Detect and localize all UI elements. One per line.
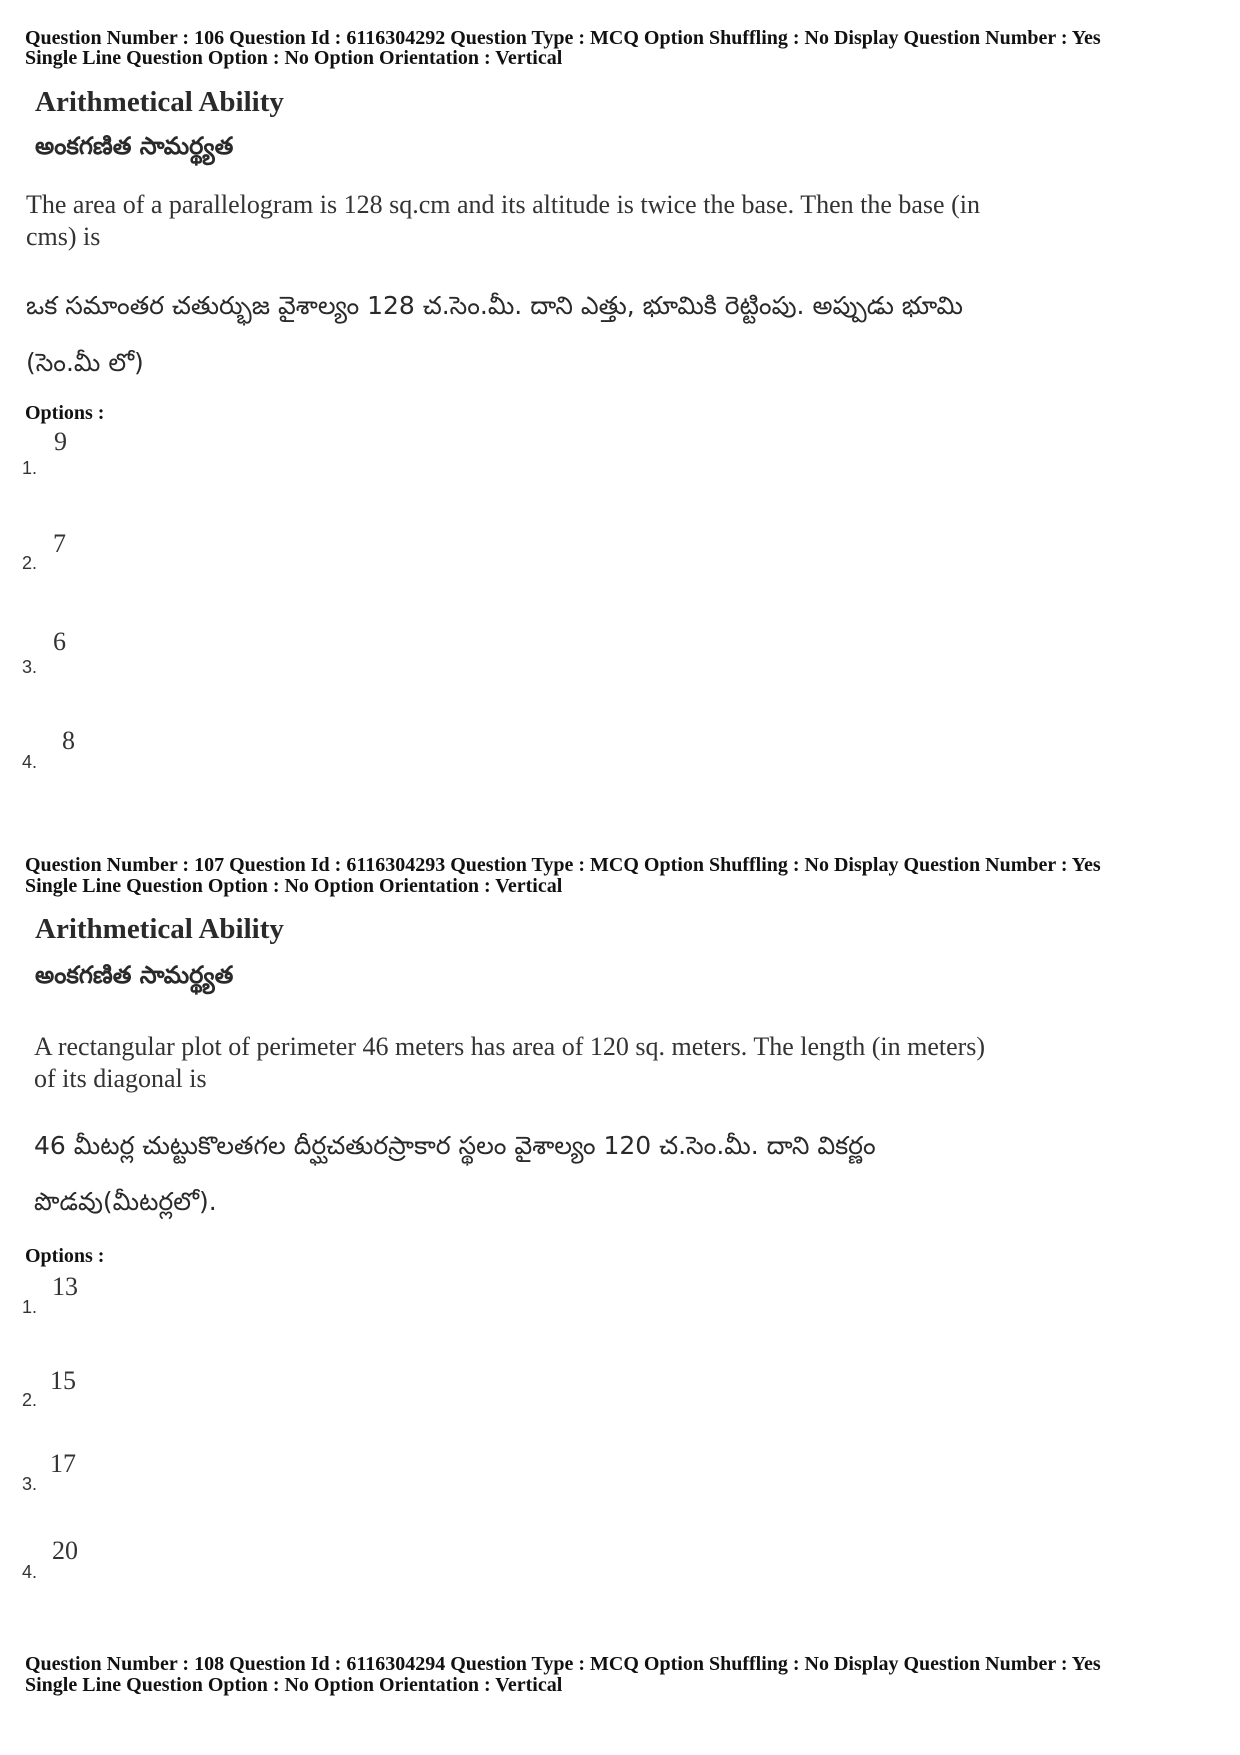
option-value: 7 xyxy=(53,529,66,558)
option-value: 17 xyxy=(50,1449,76,1478)
question-meta-line: Question Number : 106 Question Id : 6116304292 Question Type : MCQ Option Shuffling : No Display Question Number : Yes xyxy=(25,27,1101,49)
question-text-telugu-line: ఒక సమాంతర చతుర్భుజ వైశాల్యం 128 చ.సెం.మీ. దాని ఎత్తు, భూమికి రెట్టింపు. అప్పుడు భూమి xyxy=(26,291,963,320)
question-text-telugu-line: (సెం.మీ లో) xyxy=(26,348,144,377)
option-value: 6 xyxy=(53,627,66,656)
options-label: Options : xyxy=(25,402,105,424)
option-number: 1. xyxy=(22,458,38,478)
option-number: 2. xyxy=(22,1390,38,1410)
question-meta-line: Single Line Question Option : No Option Orientation : Vertical xyxy=(25,1674,563,1696)
option-item[interactable] xyxy=(22,530,102,580)
option-item[interactable] xyxy=(22,1537,102,1587)
question-meta-line: Single Line Question Option : No Option Orientation : Vertical xyxy=(25,875,563,897)
subject-title-telugu: అంకగణిత సామర్థ్యత xyxy=(35,132,234,160)
question-text-telugu-line: పొడవు(మీటర్లలో). xyxy=(34,1187,217,1216)
options-label: Options : xyxy=(25,1245,105,1267)
option-value: 20 xyxy=(52,1536,78,1565)
subject-title: Arithmetical Ability xyxy=(35,86,284,118)
question-text-telugu-line: 46 మీటర్ల చుట్టుకొలతగల దీర్ఘచతురస్రాకార స్థలం వైశాల్యం 120 చ.సెం.మీ. దాని వికర్ణం xyxy=(34,1131,876,1160)
question-text-line: cms) is xyxy=(26,222,101,251)
option-item[interactable] xyxy=(22,428,102,478)
option-number: 3. xyxy=(22,657,38,677)
option-value: 9 xyxy=(54,427,67,456)
question-meta-line: Question Number : 108 Question Id : 6116304294 Question Type : MCQ Option Shuffling : No Display Question Number : Yes xyxy=(25,1653,1101,1675)
option-value: 8 xyxy=(62,726,75,755)
option-number: 4. xyxy=(22,752,38,772)
question-text-line: A rectangular plot of perimeter 46 meters has area of 120 sq. meters. The length (in meters) xyxy=(34,1032,986,1061)
subject-title-telugu: అంకగణిత సామర్థ్యత xyxy=(35,961,234,989)
option-number: 1. xyxy=(22,1297,38,1317)
question-meta-line: Single Line Question Option : No Option Orientation : Vertical xyxy=(25,47,563,69)
option-value: 15 xyxy=(50,1366,76,1395)
question-meta-line: Question Number : 107 Question Id : 6116304293 Question Type : MCQ Option Shuffling : No Display Question Number : Yes xyxy=(25,854,1101,876)
subject-title: Arithmetical Ability xyxy=(35,913,284,945)
option-number: 4. xyxy=(22,1562,38,1582)
option-item[interactable] xyxy=(22,1450,102,1500)
question-text-line: of its diagonal is xyxy=(34,1064,207,1093)
option-item[interactable] xyxy=(22,628,102,678)
option-item[interactable] xyxy=(22,1367,102,1417)
option-number: 3. xyxy=(22,1474,38,1494)
option-item[interactable] xyxy=(22,727,102,777)
question-text-line: The area of a parallelogram is 128 sq.cm and its altitude is twice the base. Then the base (in xyxy=(26,190,980,219)
option-number: 2. xyxy=(22,553,38,573)
option-item[interactable] xyxy=(22,1273,102,1323)
option-value: 13 xyxy=(52,1272,78,1301)
